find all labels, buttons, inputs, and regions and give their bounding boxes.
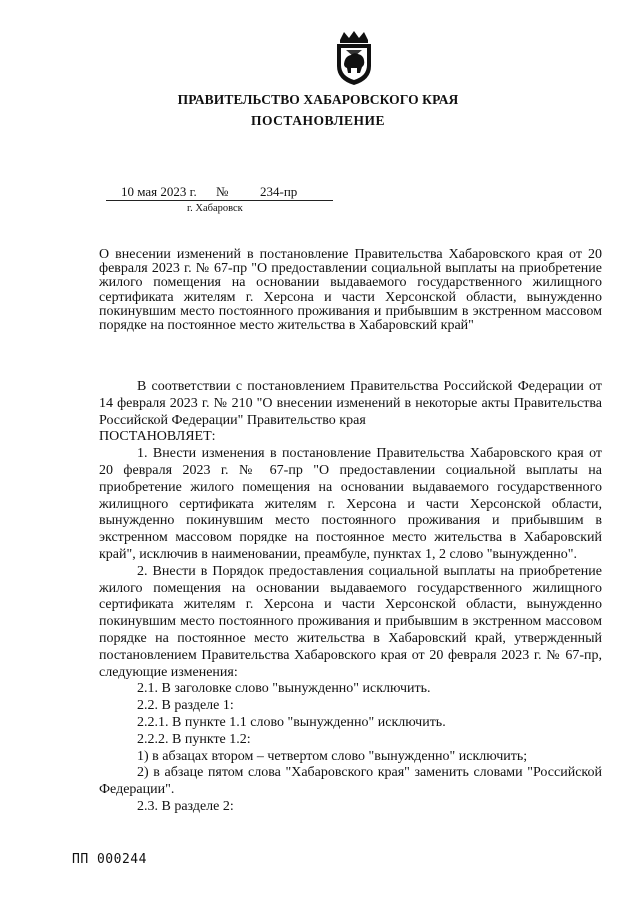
- paragraph-1: 1. Внести изменения в постановление Правительства Хабаровского края от 20 февраля 2023 г. № 67-пр "О предоставлении социальной выплаты на приобретение жилого помещения на основании выдаваемого государственного жилищного сертификата жителям г. Херсона и части Херсонской области, вынужденно покинувшим место постоянного проживания и прибывшим в экстренном массовом порядке на постоянное место жительства в Хабаровский край", исключив в наименовании, преамбуле, пунктах 1, 2 слово "вынужденно".: [99, 446, 602, 562]
- date-underline: [106, 200, 333, 201]
- paragraph-2-1: 2.1. В заголовке слово "вынужденно" исключить.: [137, 681, 431, 697]
- paragraph-2-2-2-1: 1) в абзацах втором – четвертом слово "вынужденно" исключить;: [137, 748, 528, 764]
- form-serial-code: ПП 000244: [72, 852, 147, 867]
- organization-title: ПРАВИТЕЛЬСТВО ХАБАРОВСКОГО КРАЯ: [177, 92, 459, 107]
- intro-paragraph: В соответствии с постановлением Правительства Российской Федерации от 14 февраля 2023 г. № 210 "О внесении изменений в некоторые акты Правительства Российской Федерации" Правительство края: [99, 379, 602, 428]
- document-number: 234-пр: [260, 184, 298, 199]
- document-title-block: О внесении изменений в постановление Правительства Хабаровского края от 20 февраля 2023 г. № 67-пр "О предоставлении социальной выплаты на приобретение жилого помещения на основании выдаваемого государственного жилищного сертификата жителям г. Херсона и части Херсонской области, вынужденно покинувшим место постоянного проживания и прибывшим в экстренном массовом порядке на постоянное место жительства в Хабаровский край": [99, 247, 602, 334]
- paragraph-2-2-2: 2.2.2. В пункте 1.2:: [137, 731, 251, 747]
- number-sign: №: [216, 184, 229, 199]
- paragraph-2: 2. Внести в Порядок предоставления социальной выплаты на приобретение жилого помещения на основании выдаваемого государственного жилищного сертификата жителям г. Херсона и части Херсонской области, вынужденно покинувшим место постоянного проживания и прибывшим в экстренном массовом порядке на постоянное место жительства в Хабаровский край, утвержденный постановлением Правительства Хабаровского края от 20 февраля 2023 г. № 67-пр, следующие изменения:: [99, 563, 602, 680]
- document-date: 10 мая 2023 г.: [121, 184, 197, 199]
- paragraph-2-2: 2.2. В разделе 1:: [137, 698, 234, 714]
- khabarovsk-coat-of-arms-emblem: [332, 30, 376, 86]
- decree-word: ПОСТАНОВЛЯЕТ:: [99, 429, 216, 445]
- document-city: г. Хабаровск: [187, 203, 243, 214]
- document-type-title: ПОСТАНОВЛЕНИЕ: [250, 113, 386, 128]
- paragraph-2-2-2-2: 2) в абзаце пятом слова "Хабаровского края" заменить словами "Российской Федерации".: [99, 765, 602, 798]
- document-body: [99, 379, 602, 816]
- paragraph-2-2-1: 2.2.1. В пункте 1.1 слово "вынужденно" исключить.: [137, 714, 446, 730]
- paragraph-2-3: 2.3. В разделе 2:: [137, 798, 234, 814]
